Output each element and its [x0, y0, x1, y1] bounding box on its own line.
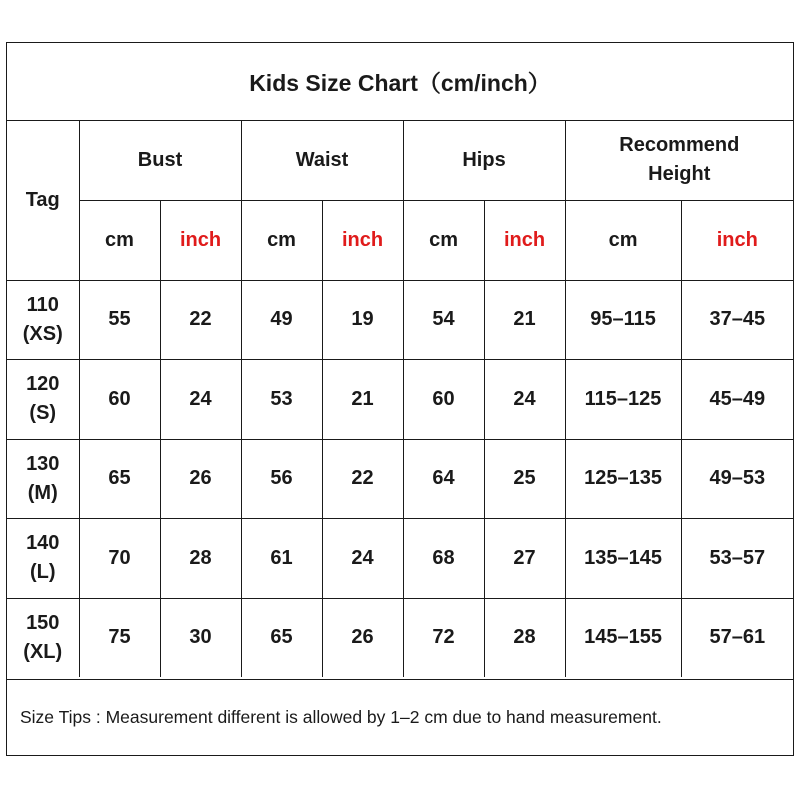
hips-cm-cell: 54	[403, 280, 484, 359]
tag-cell	[7, 598, 79, 677]
table-row	[7, 280, 793, 359]
hips-inch-cell: 24	[484, 359, 565, 439]
tag-number: 130	[26, 452, 60, 475]
waist-cm-cell: 56	[241, 439, 322, 518]
bust-cm-cell: 75	[79, 598, 160, 677]
bust-cm-cell: 65	[79, 439, 160, 518]
tag-number: 150	[26, 611, 60, 634]
unit-inch: inch	[322, 200, 403, 280]
height-cm-cell: 115–125	[565, 359, 681, 439]
table-row	[7, 598, 793, 677]
waist-header: Waist	[241, 121, 403, 200]
bust-header: Bust	[79, 121, 241, 200]
height-cm-cell: 135–145	[565, 518, 681, 598]
tag-cell	[7, 280, 79, 359]
unit-inch: inch	[484, 200, 565, 280]
size-table	[7, 121, 793, 677]
tag-number: 140	[26, 532, 60, 554]
unit-cm: cm	[241, 200, 322, 280]
waist-inch-cell: 22	[322, 439, 403, 518]
tag-size: (XS)	[22, 322, 63, 345]
waist-cm-cell: 49	[241, 280, 322, 359]
bust-inch-cell: 24	[160, 359, 241, 439]
unit-cm: cm	[565, 200, 681, 280]
height-inch-cell: 37–45	[681, 280, 793, 359]
bust-inch-cell: 30	[160, 598, 241, 677]
waist-inch-cell: 24	[322, 518, 403, 598]
height-header	[565, 121, 793, 200]
height-header-line1: Recommend	[619, 134, 740, 157]
tag-size: (L)	[29, 561, 56, 583]
waist-cm-cell: 61	[241, 518, 322, 598]
bust-inch-cell: 22	[160, 280, 241, 359]
table-row	[7, 518, 793, 598]
hips-header: Hips	[403, 121, 565, 200]
height-cm-cell: 95–115	[565, 280, 681, 359]
hips-inch-cell: 27	[484, 518, 565, 598]
tag-number: 120	[26, 373, 60, 395]
size-chart	[6, 42, 794, 756]
height-inch-cell: 53–57	[681, 518, 793, 598]
size-tips: Size Tips : Measurement different is allowed by 1–2 cm due to hand measurement.	[7, 679, 793, 755]
tag-cell	[7, 359, 79, 439]
bust-cm-cell: 55	[79, 280, 160, 359]
table-row	[7, 439, 793, 518]
waist-cm-cell: 65	[241, 598, 322, 677]
tag-size: (XL)	[23, 640, 63, 663]
table-row	[7, 359, 793, 439]
height-inch-cell: 49–53	[681, 439, 793, 518]
hips-inch-cell: 28	[484, 598, 565, 677]
tag-size: (M)	[27, 481, 58, 504]
tag-cell	[7, 518, 79, 598]
hips-inch-cell: 21	[484, 280, 565, 359]
hips-cm-cell: 60	[403, 359, 484, 439]
height-cm-cell: 145–155	[565, 598, 681, 677]
unit-cm: cm	[403, 200, 484, 280]
unit-inch: inch	[160, 200, 241, 280]
waist-inch-cell: 21	[322, 359, 403, 439]
height-cm-cell: 125–135	[565, 439, 681, 518]
waist-inch-cell: 26	[322, 598, 403, 677]
waist-cm-cell: 53	[241, 359, 322, 439]
unit-inch: inch	[681, 200, 793, 280]
unit-cm: cm	[79, 200, 160, 280]
height-header-line2: Height	[648, 163, 711, 186]
bust-cm-cell: 60	[79, 359, 160, 439]
hips-inch-cell: 25	[484, 439, 565, 518]
tag-cell	[7, 439, 79, 518]
bust-cm-cell: 70	[79, 518, 160, 598]
height-inch-cell: 57–61	[681, 598, 793, 677]
bust-inch-cell: 28	[160, 518, 241, 598]
bust-inch-cell: 26	[160, 439, 241, 518]
hips-cm-cell: 68	[403, 518, 484, 598]
tag-number: 110	[26, 293, 59, 316]
chart-title: Kids Size Chart（cm/inch）	[7, 43, 793, 121]
hips-cm-cell: 72	[403, 598, 484, 677]
height-inch-cell: 45–49	[681, 359, 793, 439]
waist-inch-cell: 19	[322, 280, 403, 359]
tag-header: Tag	[7, 121, 79, 280]
tag-size: (S)	[29, 402, 57, 424]
hips-cm-cell: 64	[403, 439, 484, 518]
